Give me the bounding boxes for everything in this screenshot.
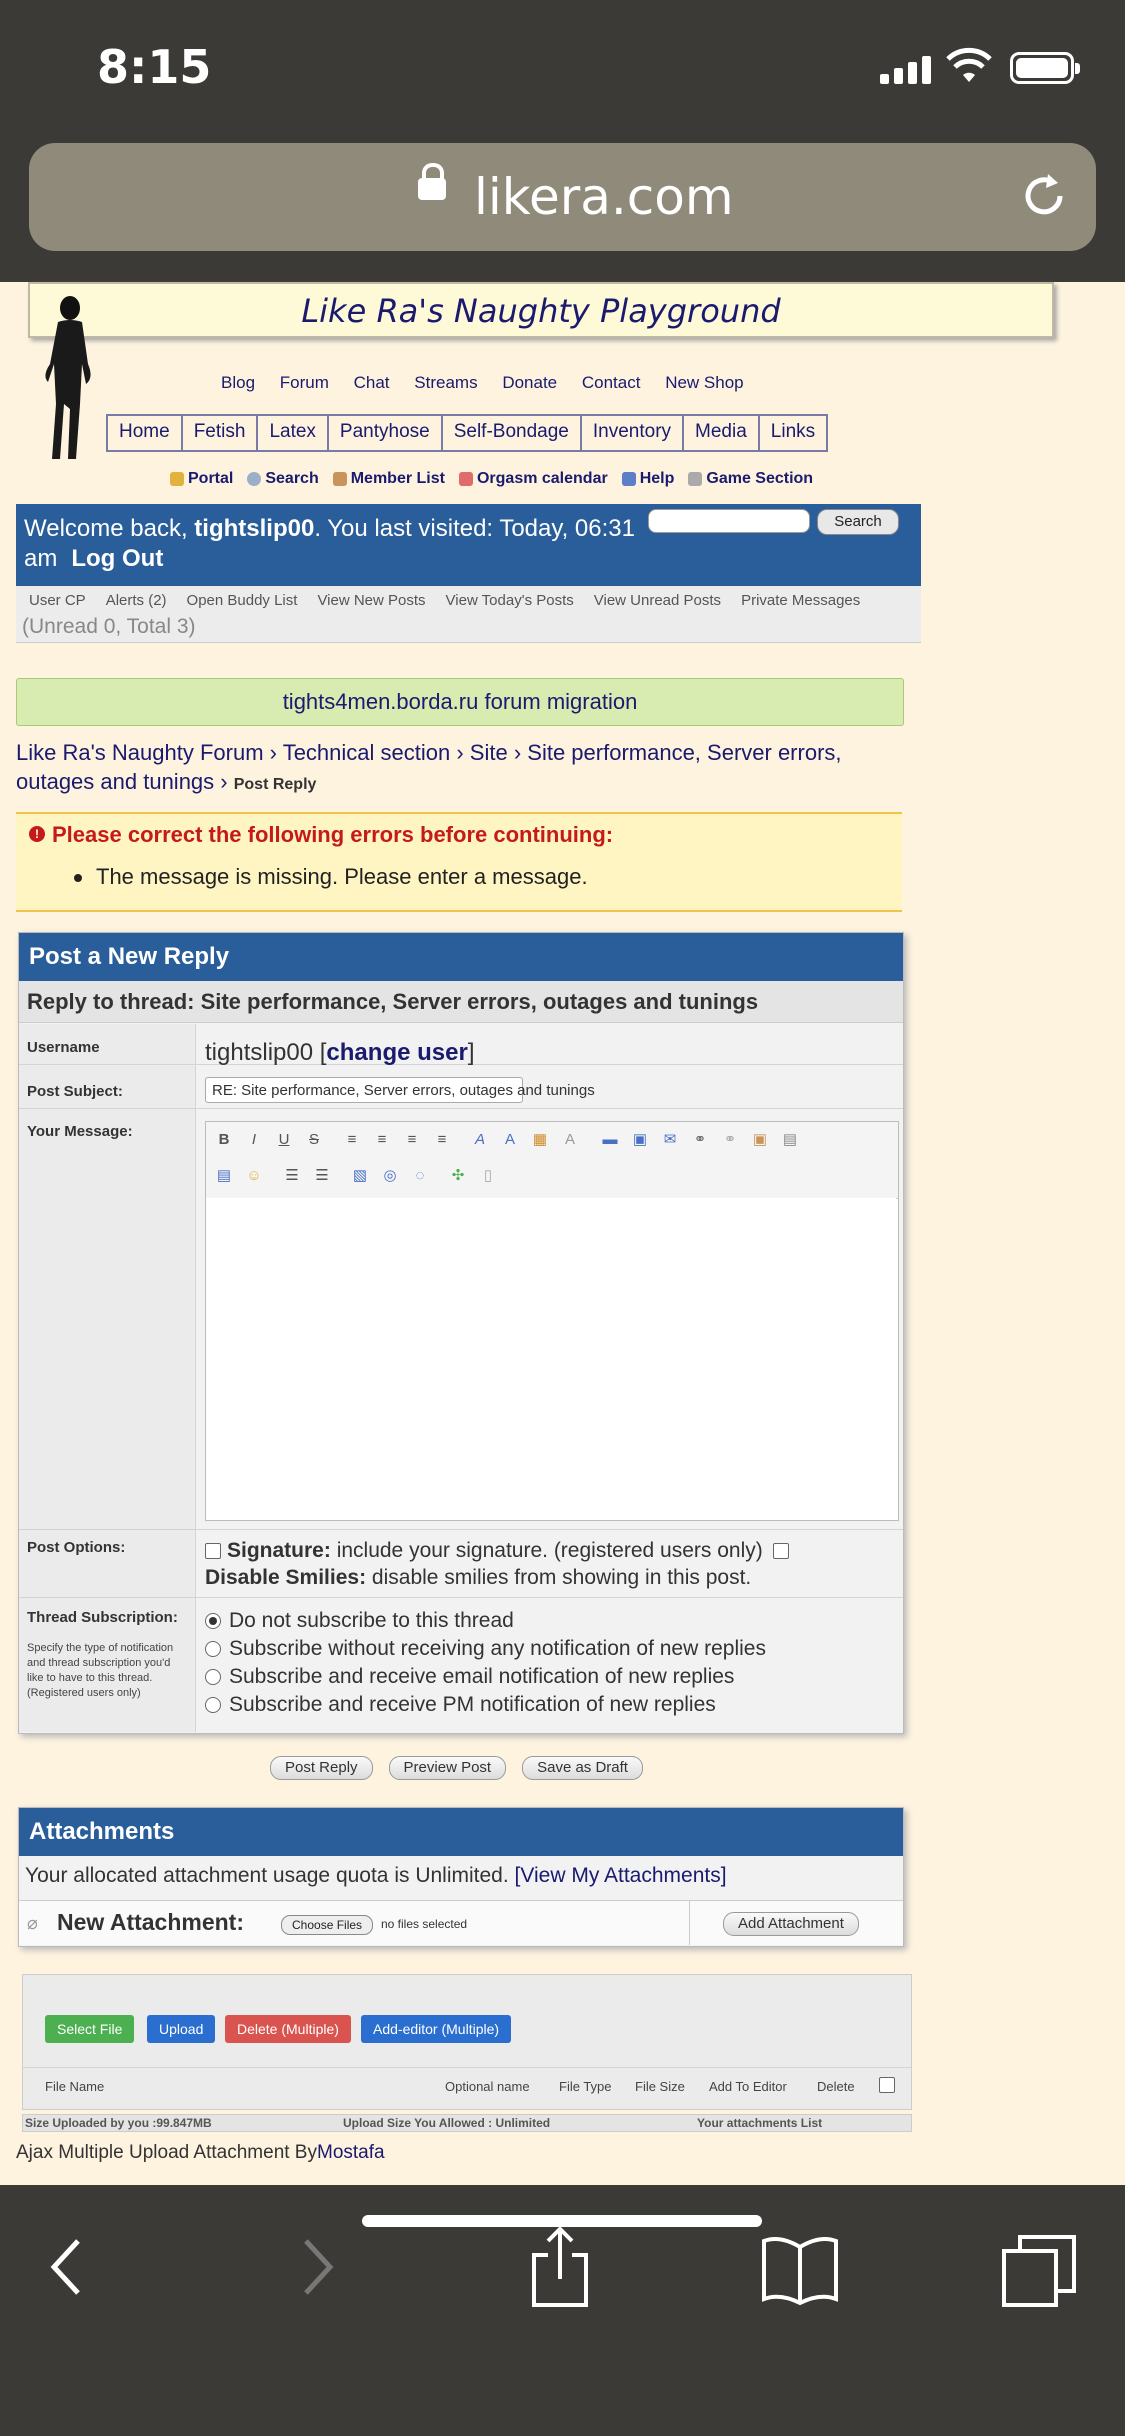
document-icon[interactable]: ▯: [483, 1167, 493, 1184]
select-file-button[interactable]: Select File: [45, 2015, 134, 2043]
col-add-to-editor: Add To Editor: [709, 2079, 787, 2094]
post-options-label: Post Options:: [27, 1539, 126, 1556]
bold-icon[interactable]: B: [218, 1131, 230, 1148]
breadcrumb-forum[interactable]: Like Ra's Naughty Forum: [16, 740, 264, 765]
post-options: Signature: include your signature. (registered users only) Disable Smilies: disable smilies from showing in this post.: [205, 1537, 897, 1591]
subnav-private-messages[interactable]: Private Messages: [741, 592, 861, 609]
ios-status-bar: [0, 0, 1125, 282]
subject-input[interactable]: RE: Site performance, Server errors, outages and tunings: [205, 1077, 523, 1103]
email-icon[interactable]: ✉: [663, 1131, 677, 1148]
change-user-link[interactable]: change user: [326, 1039, 468, 1066]
form-subheading: Reply to thread: Site performance, Server errors, outages and tunings: [19, 981, 903, 1023]
site-mascot-image: [30, 294, 110, 464]
url-text[interactable]: likera.com: [474, 168, 734, 226]
subscription-label: Thread Subscription:: [27, 1609, 178, 1626]
home-indicator[interactable]: [362, 2215, 762, 2227]
wifi-icon: [946, 50, 992, 84]
form-buttons: [270, 1756, 643, 1780]
forum-nav: [170, 470, 813, 488]
signature-checkbox[interactable]: [205, 1543, 221, 1559]
paperclip-icon: ⌀: [27, 1913, 38, 1933]
justify-icon[interactable]: ≡: [437, 1131, 447, 1148]
menu-links[interactable]: Links: [770, 421, 816, 442]
menu-media[interactable]: Media: [684, 416, 760, 450]
subscription-option[interactable]: Subscribe and receive PM notification of new replies: [205, 1691, 897, 1719]
align-right-icon[interactable]: ≡: [407, 1131, 417, 1148]
message-textarea[interactable]: [206, 1198, 896, 1518]
form-heading: Post a New Reply: [19, 933, 903, 981]
radio[interactable]: [205, 1669, 221, 1685]
toplink-forum[interactable]: Forum: [279, 373, 329, 392]
post-reply-button[interactable]: Post Reply: [270, 1756, 373, 1780]
view-attachments-link[interactable]: [View My Attachments]: [514, 1864, 727, 1887]
numbered-list-icon[interactable]: ☰: [315, 1167, 329, 1184]
col-delete: Delete: [817, 2079, 855, 2094]
subnav-unread-posts[interactable]: View Unread Posts: [593, 592, 722, 609]
toplink-new-shop[interactable]: New Shop: [665, 373, 744, 392]
bullet-list-icon[interactable]: ☰: [285, 1167, 299, 1184]
video-icon[interactable]: ▤: [216, 1167, 232, 1184]
menu-pantyhose[interactable]: Pantyhose: [329, 416, 443, 450]
toplink-chat[interactable]: Chat: [353, 373, 390, 392]
radio[interactable]: [205, 1641, 221, 1657]
subnav-alerts[interactable]: Alerts (2): [105, 592, 167, 609]
game-icon: [688, 472, 702, 486]
quote-icon[interactable]: ◌: [415, 1167, 425, 1184]
subscription-description: Specify the type of notification and thread subscription you'd like to have to this thread. (Registered users only): [27, 1642, 174, 1699]
breadcrumb-current: Post Reply: [233, 776, 317, 793]
upload-allowed: Upload Size You Allowed : Unlimited: [343, 2116, 551, 2130]
header-search-button[interactable]: Search: [817, 509, 899, 535]
attachments-list-link[interactable]: Your attachments List: [697, 2116, 823, 2130]
breadcrumb: Like Ra's Naughty Forum › Technical section › Site › Site performance, Server errors, outages and tunings › Post Reply: [16, 740, 842, 794]
user-subnav: [16, 586, 921, 643]
add-editor-multiple-button[interactable]: Add-editor (Multiple): [361, 2015, 511, 2043]
message-label: Your Message:: [27, 1123, 133, 1140]
no-file-text: no files selected: [381, 1917, 468, 1931]
choose-files-button[interactable]: Choose Files: [281, 1915, 373, 1935]
welcome-username[interactable]: tightslip00: [194, 515, 315, 542]
picture-icon[interactable]: ▤: [782, 1131, 798, 1148]
share-icon[interactable]: [528, 2225, 592, 2309]
subject-label: Post Subject:: [27, 1083, 123, 1100]
source-mode-icon[interactable]: ✣: [451, 1167, 465, 1184]
ajax-uploader: [22, 1974, 912, 2110]
select-all-checkbox[interactable]: [879, 2077, 895, 2093]
align-center-icon[interactable]: ≡: [377, 1131, 387, 1148]
menu-fetish[interactable]: Fetish: [183, 416, 259, 450]
breadcrumb-thread[interactable]: Site performance, Server errors, outages and tunings: [16, 740, 842, 794]
pm-unread-count: (Unread 0, Total 3): [22, 615, 196, 638]
attachments-quota: Your allocated attachment usage quota is Unlimited. [View My Attachments]: [25, 1864, 727, 1887]
nav-portal[interactable]: Portal: [170, 470, 233, 488]
col-optional-name: Optional name: [445, 2079, 530, 2094]
username-value: tightslip00 [change user]: [205, 1039, 475, 1066]
menu-self-bondage[interactable]: Self-Bondage: [443, 416, 582, 450]
unlink-icon[interactable]: ⚭: [723, 1131, 737, 1148]
cellular-signal-icon: [880, 56, 936, 84]
uploader-credit: Ajax Multiple Upload Attachment ByMostafa: [16, 2142, 385, 2163]
welcome-text: Welcome back, tightslip00. You last visited: Today, 06:31 am Log Out: [24, 515, 635, 572]
new-attachment-label: New Attachment:: [57, 1909, 244, 1935]
error-icon: !: [29, 826, 45, 842]
subnav-user-cp[interactable]: User CP: [29, 592, 86, 609]
disable-smilies-checkbox[interactable]: [773, 1543, 789, 1559]
font-size-icon[interactable]: A: [504, 1131, 515, 1148]
top-links: [221, 373, 764, 393]
reply-form: [18, 932, 904, 1734]
welcome-panel: [16, 504, 921, 586]
logout-link[interactable]: Log Out: [71, 545, 164, 572]
main-menu: [106, 414, 828, 452]
breadcrumb-technical[interactable]: Technical section: [282, 740, 451, 765]
col-file-name: File Name: [45, 2079, 105, 2094]
upload-stats: [22, 2114, 912, 2132]
reload-icon[interactable]: [1018, 170, 1070, 222]
nav-game-section[interactable]: Game Section: [688, 470, 813, 488]
magnifier-icon: [247, 472, 261, 486]
font-icon[interactable]: A: [474, 1131, 485, 1148]
help-icon: [622, 472, 636, 486]
menu-inventory[interactable]: Inventory: [582, 416, 684, 450]
subscription-option[interactable]: Subscribe and receive email notification of new replies: [205, 1663, 897, 1691]
site-title: Like Ra's Naughty Playground: [301, 292, 781, 330]
code-icon[interactable]: ▧: [352, 1167, 368, 1184]
menu-home[interactable]: Home: [108, 416, 183, 450]
back-icon[interactable]: [46, 2237, 86, 2297]
align-left-icon[interactable]: ≡: [347, 1131, 357, 1148]
php-icon[interactable]: ◎: [383, 1167, 397, 1184]
italic-icon[interactable]: I: [251, 1131, 257, 1148]
credit-author-link[interactable]: Mostafa: [317, 2142, 385, 2163]
link-icon[interactable]: ⚭: [693, 1131, 707, 1148]
attachments-panel: [18, 1807, 904, 1947]
battery-icon: [1010, 52, 1074, 84]
toplink-donate[interactable]: Donate: [502, 373, 558, 392]
error-box: [16, 812, 902, 912]
subnav-new-posts[interactable]: View New Posts: [317, 592, 426, 609]
strikethrough-icon[interactable]: S: [308, 1131, 319, 1148]
error-item: The message is missing. Please enter a message.: [96, 864, 588, 889]
col-file-size: File Size: [635, 2079, 685, 2094]
remove-format-icon[interactable]: A: [564, 1131, 575, 1148]
lock-icon: [418, 178, 446, 200]
radio[interactable]: [205, 1697, 221, 1713]
subnav-buddy-list[interactable]: Open Buddy List: [186, 592, 298, 609]
page: [0, 282, 1125, 2185]
username-label: Username: [27, 1039, 100, 1056]
error-title: Please correct the following errors before continuing:: [52, 822, 614, 847]
breadcrumb-site[interactable]: Site: [469, 740, 508, 765]
announcement-banner[interactable]: tights4men.borda.ru forum migration: [16, 678, 904, 726]
status-time: 8:15: [97, 40, 212, 94]
toplink-streams[interactable]: Streams: [414, 373, 478, 392]
forward-icon[interactable]: [298, 2237, 338, 2297]
nav-search[interactable]: Search: [247, 470, 318, 488]
subscription-option[interactable]: Do not subscribe to this thread: [205, 1607, 897, 1635]
upload-button[interactable]: Upload: [147, 2015, 215, 2043]
subnav-todays-posts[interactable]: View Today's Posts: [445, 592, 574, 609]
color-icon[interactable]: ▦: [532, 1131, 548, 1148]
editor-toolbar: [206, 1122, 898, 1199]
underline-icon[interactable]: U: [278, 1131, 290, 1148]
horizontal-rule-icon[interactable]: ▬: [602, 1131, 618, 1148]
box-icon[interactable]: ▣: [752, 1131, 768, 1148]
calendar-icon: [459, 472, 473, 486]
nav-orgasm-calendar[interactable]: Orgasm calendar: [459, 470, 608, 488]
smiley-icon[interactable]: ☺: [246, 1167, 262, 1184]
nav-member-list[interactable]: Member List: [333, 470, 445, 488]
attachments-heading: Attachments: [19, 1808, 903, 1856]
nav-help[interactable]: Help: [622, 470, 675, 488]
members-icon: [333, 472, 347, 486]
bookmarks-icon[interactable]: [760, 2235, 840, 2305]
header-search-input[interactable]: [648, 509, 810, 533]
radio-selected[interactable]: [205, 1613, 221, 1629]
save-draft-button[interactable]: Save as Draft: [522, 1756, 643, 1780]
menu-latex[interactable]: Latex: [258, 416, 328, 450]
delete-multiple-button[interactable]: Delete (Multiple): [225, 2015, 351, 2043]
bell-icon: [170, 472, 184, 486]
toplink-contact[interactable]: Contact: [581, 373, 641, 392]
subscription-options: [205, 1607, 897, 1719]
toplink-blog[interactable]: Blog: [221, 373, 256, 392]
site-banner[interactable]: [28, 282, 1054, 338]
size-uploaded: Size Uploaded by you :99.847MB: [25, 2116, 212, 2130]
subscription-option[interactable]: Subscribe without receiving any notification of new replies: [205, 1635, 897, 1663]
image-icon[interactable]: ▣: [632, 1131, 648, 1148]
new-attachment-row: [19, 1900, 903, 1945]
add-attachment-button[interactable]: Add Attachment: [723, 1912, 859, 1936]
col-file-type: File Type: [559, 2079, 612, 2094]
tabs-icon[interactable]: [1000, 2231, 1080, 2311]
preview-post-button[interactable]: Preview Post: [389, 1756, 507, 1780]
message-editor: [205, 1121, 899, 1521]
